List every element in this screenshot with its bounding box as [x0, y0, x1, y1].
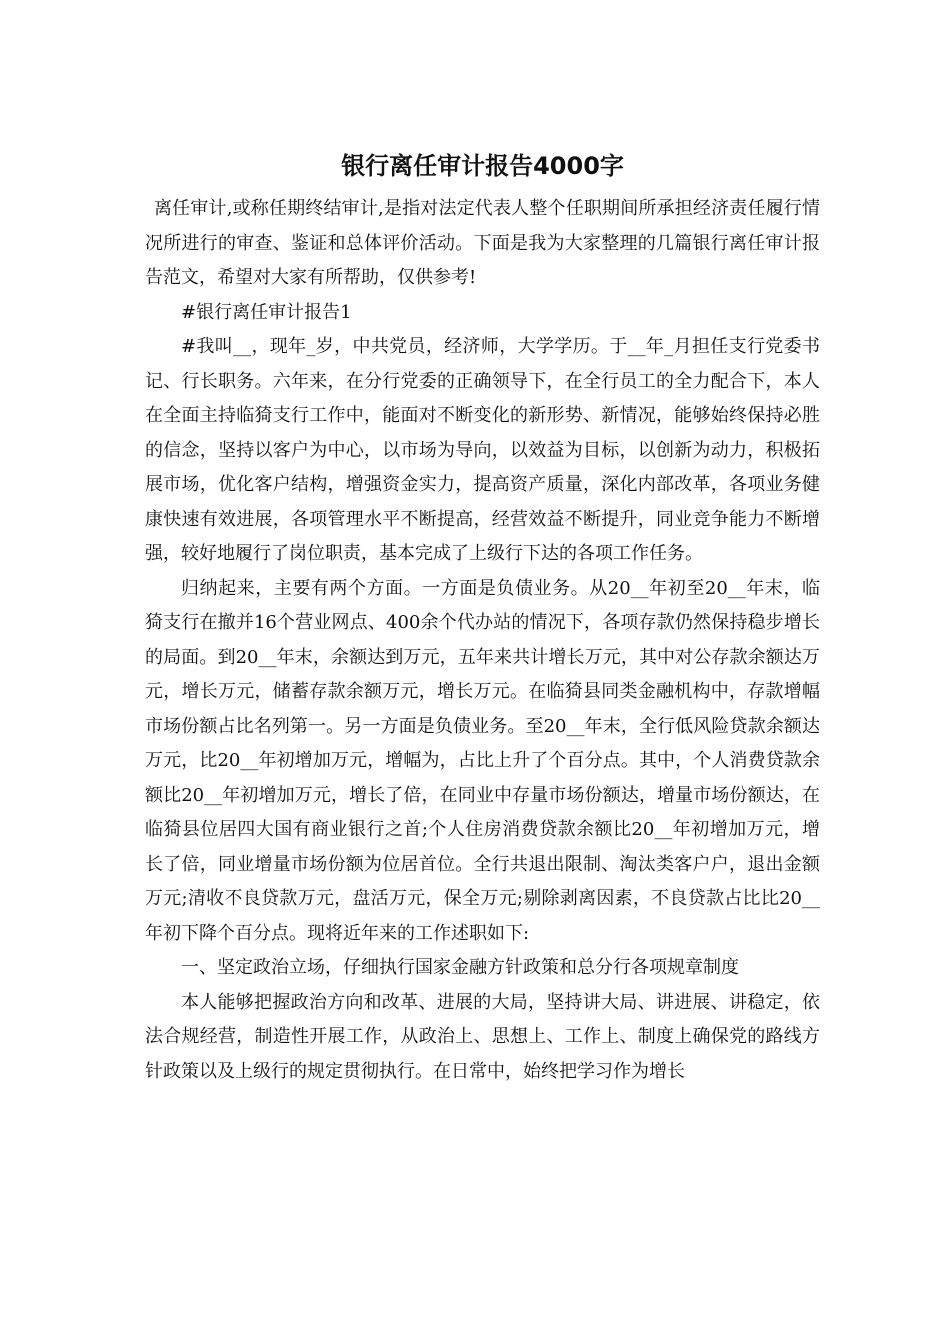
body-paragraph: 本人能够把握政治方向和改革、进展的大局，坚持讲大局、讲进展、讲稳定，依法合规经营，制造性开展工作，从政治上、思想上、工作上、制度上确保党的路线方针政策以及上级行的规定贯彻执行。在日常中，始终把学习作为增长	[145, 991, 820, 1082]
section-heading-political-stance: 一、坚定政治立场，仔细执行国家金融方针政策和总分行各项规章制度	[181, 957, 739, 978]
document-page	[145, 148, 820, 1089]
intro-paragraph: 离任审计,或称任期终结审计,是指对法定代表人整个任职期间所承担经济责任履行情况所进行的审查、鉴证和总体评价活动。下面是我为大家整理的几篇银行离任审计报告范文，希望对大家有所帮助，仅供参考!	[145, 198, 820, 288]
body-paragraph: #我叫__，现年_岁，中共党员，经济师，大学学历。于__年_月担任支行党委书记、行长职务。六年来，在分行党委的正确领导下，在全行员工的全力配合下，本人在全面主持临猗支行工作中，能面对不断变化的新形势、新情况，能够始终保持必胜的信念，坚持以客户为中心，以市场为导向，以效益为目标，以创新为动力，积极拓展市场，优化客户结构，增强资金实力，提高资产质量，深化内部改革，各项业务健康快速有效进展，各项管理水平不断提高，经营效益不断提升，同业竞争能力不断增强，较好地履行了岗位职责，基本完成了上级行下达的各项工作任务。	[145, 336, 820, 564]
body-paragraph: 归纳起来，主要有两个方面。一方面是负债业务。从20__年初至20__年末，临猗支行在撤并16个营业网点、400余个代办站的情况下，各项存款仍然保持稳步增长的局面。到20__年末，余额达到万元，五年来共计增长万元，其中对公存款余额达万元，增长万元，储蓄存款余额万元，增长万元。在临猗县同类金融机构中，存款增幅市场份额占比名列第一。另一方面是负债业务。至20__年末，全行低风险贷款余额达万元，比20__年初增加万元，增幅为，占比上升了个百分点。其中，个人消费贷款余额比20__年初增加万元，增长了倍，在同业中存量市场份额达，增量市场份额达，在临猗县位居四大国有商业银行之首;个人住房消费贷款余额比20__年初增加万元，增长了倍，同业增量市场份额为位居首位。全行共退出限制、淘汰类客户户，退出金额万元;清收不良贷款万元，盘活万元，保全万元;剔除剥离因素，不良贷款占比比20__年初下降个百分点。现将近年来的工作述职如下:	[145, 577, 820, 944]
document-title: 银行离任审计报告4000字	[341, 152, 624, 180]
section-heading-report-1: #银行离任审计报告1	[181, 301, 352, 323]
